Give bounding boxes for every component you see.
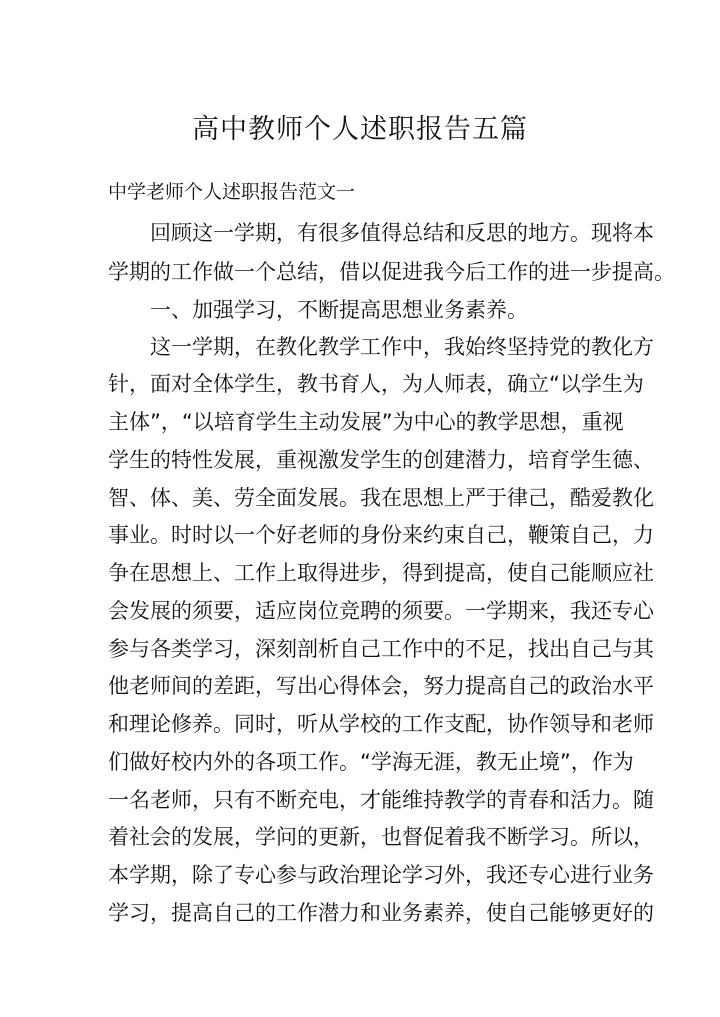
paragraph-line: 回顾这一学期，有很多值得总结和反思的地方。现将本: [150, 221, 654, 245]
paragraph-line: 学生的特性发展，重视激发学生的创建潜力，培育学生德、: [108, 448, 654, 472]
paragraph-line: 主体”，“以培育学生主动发展”为中心的教学思想，重视: [108, 410, 624, 434]
paragraph-line: 会发展的须要，适应岗位竞聘的须要。一学期来，我还专心: [108, 599, 654, 623]
paragraph-line: 一名老师，只有不断充电，才能维持教学的青春和活力。随: [108, 788, 654, 812]
paragraph-line: 学习，提高自己的工作潜力和业务素养，使自己能够更好的: [108, 901, 654, 925]
paragraph-line: 参与各类学习，深刻剖析自己工作中的不足，找出自己与其: [108, 637, 654, 661]
subheading-line: 一、加强学习，不断提高思想业务素养。: [150, 298, 528, 322]
paragraph-line: 学期的工作做一个总结，借以促进我今后工作的进一步提高。: [108, 260, 675, 284]
paragraph-line: 们做好校内外的各项工作。“学海无涯，教无止境”，作为: [108, 750, 634, 774]
paragraph-line: 本学期，除了专心参与政治理论学习外，我还专心进行业务: [108, 863, 654, 887]
paragraph-line: 这一学期，在教化教学工作中，我始终坚持党的教化方: [150, 335, 654, 359]
paragraph-line: 智、体、美、劳全面发展。我在思想上严于律己，酷爱教化: [108, 486, 654, 510]
paragraph-line: 和理论修养。同时，听从学校的工作支配，协作领导和老师: [108, 712, 654, 736]
paragraph-line: 他老师间的差距，写出心得体会，努力提高自己的政治水平: [108, 674, 654, 698]
section-heading: 中学老师个人述职报告范文一: [108, 181, 356, 203]
paragraph-line: 针，面对全体学生，教书育人，为人师表，确立“以学生为: [108, 372, 644, 396]
document-title: 高中教师个人述职报告五篇: [192, 114, 528, 145]
paragraph-line: 争在思想上、工作上取得进步，得到提高，使自己能顺应社: [108, 561, 654, 585]
paragraph-line: 着社会的发展，学问的更新，也督促着我不断学习。所以，: [108, 825, 654, 849]
paragraph-line: 事业。时时以一个好老师的身份来约束自己，鞭策自己，力: [108, 523, 654, 547]
